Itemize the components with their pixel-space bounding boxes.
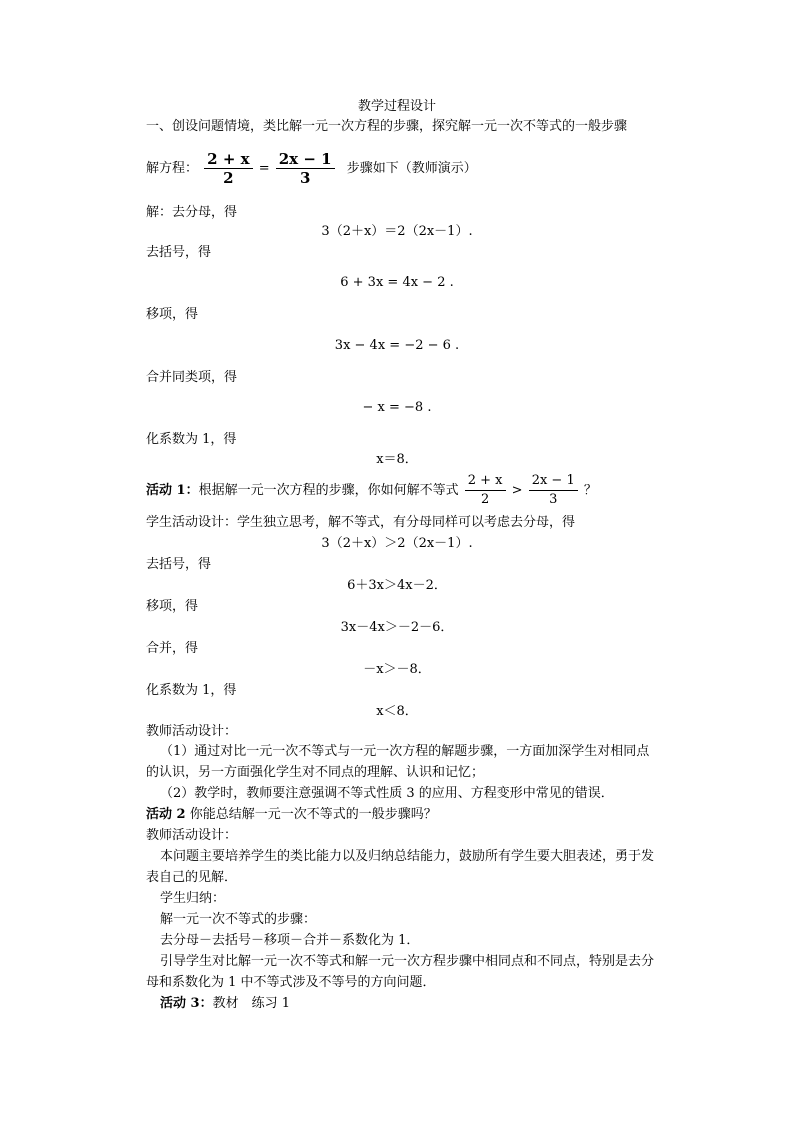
teacher-design-text: 本问题主要培养学生的类比能力以及归纳总结能力，鼓励所有学生要大胆表述，勇于发 <box>160 849 655 864</box>
step-label: 合并同类项，得 <box>146 370 238 385</box>
equation-fraction-left <box>204 150 252 187</box>
step-equation: 3x − 4x = −2 − 6 . <box>334 338 460 353</box>
solution-step: －x＞－8． <box>363 662 431 677</box>
equation-line <box>146 150 477 188</box>
inequality-fraction-left <box>465 472 506 509</box>
step-equation: 3（2＋x）＝2（2x－1）. <box>321 224 473 239</box>
solution-label: 去括号，得 <box>146 557 212 572</box>
teacher-design-text-cont: 表自己的见解． <box>146 870 238 885</box>
page-title: 教学过程设计 <box>357 99 436 114</box>
activity-2-text: 你能总结解一元一次不等式的一般步骤吗？ <box>185 807 437 822</box>
inequality-fraction-right <box>529 472 578 509</box>
activity-2 <box>146 806 437 824</box>
activity-1-title: 活动 1： <box>146 483 199 498</box>
equation-fraction-right <box>276 150 335 187</box>
fraction-numerator: 2 + x <box>465 472 506 491</box>
activity-2-title: 活动 2 <box>146 807 186 822</box>
step-equation: x＝8． <box>376 452 418 467</box>
greater-than-sign: > <box>511 483 523 498</box>
fraction-denominator: 3 <box>549 492 558 507</box>
student-design: 学生活动设计：学生独立思考，解不等式，有分母同样可以考虑去分母，得 <box>146 515 576 530</box>
section-heading: 一、创设问题情境，类比解一元一次方程的步骤，探究解一元一次不等式的一般步骤 <box>146 119 628 134</box>
equals-sign: = <box>258 161 270 176</box>
teacher-point-1: （1）通过对比一元一次不等式与一元一次方程的解题步骤，一方面加深学生对相同点 <box>160 744 650 759</box>
guide-text: 引导学生对比解一元一次不等式和解一元一次方程步骤中相同点和不同点，特别是去分 <box>160 954 655 969</box>
teacher-design-heading: 教师活动设计： <box>146 724 238 739</box>
equation-note: 步骤如下（教师演示） <box>346 161 477 176</box>
solve-label: 解方程： <box>146 161 199 176</box>
fraction-denominator: 2 <box>223 169 234 187</box>
step-label: 移项，得 <box>146 307 199 322</box>
step-label: 化系数为 1，得 <box>146 432 237 447</box>
step-label: 去括号，得 <box>146 245 212 260</box>
teacher-design-heading-2: 教师活动设计： <box>146 828 238 843</box>
step-equation: 6 + 3x = 4x − 2 . <box>340 275 454 290</box>
solution-step: x＜8． <box>376 704 418 719</box>
steps-list: 去分母－去括号－移项－合并－系数化为 1． <box>160 933 420 948</box>
step-equation: − x = −8 . <box>362 400 432 415</box>
fraction-numerator: 2 + x <box>204 150 252 169</box>
guide-text-cont: 母和系数化为 1 中不等式涉及不等号的方向问题． <box>146 975 436 990</box>
student-summary-heading: 学生归纳： <box>160 891 226 906</box>
question-mark: ？ <box>583 483 597 498</box>
step-label: 解：去分母，得 <box>146 205 238 220</box>
solution-label: 合并，得 <box>146 641 199 656</box>
activity-3 <box>160 995 290 1013</box>
activity-1-text: 根据解一元一次方程的步骤，你如何解不等式 <box>198 483 459 498</box>
fraction-numerator: 2x − 1 <box>529 472 578 491</box>
steps-title: 解一元一次不等式的步骤： <box>160 912 317 927</box>
activity-1 <box>146 472 597 509</box>
teacher-point-2: （2）教学时，教师要注意强调不等式性质 3 的应用、方程变形中常见的错误． <box>160 786 614 801</box>
activity-3-text: 教材 练习 1 <box>212 996 290 1011</box>
solution-step: 3x－4x＞－2－6． <box>340 620 454 635</box>
fraction-denominator: 3 <box>299 169 311 187</box>
solution-label: 化系数为 1，得 <box>146 683 237 698</box>
solution-label: 移项，得 <box>146 599 199 614</box>
solution-step: 3（2＋x）＞2（2x－1）. <box>321 536 473 551</box>
fraction-denominator: 2 <box>480 492 490 507</box>
teacher-point-1-cont: 的认识，另一方面强化学生对不同点的理解、认识和记忆； <box>146 765 485 780</box>
activity-3-title: 活动 3： <box>160 996 213 1011</box>
solution-step: 6＋3x＞4x－2． <box>347 578 447 593</box>
fraction-numerator: 2x − 1 <box>276 150 335 169</box>
